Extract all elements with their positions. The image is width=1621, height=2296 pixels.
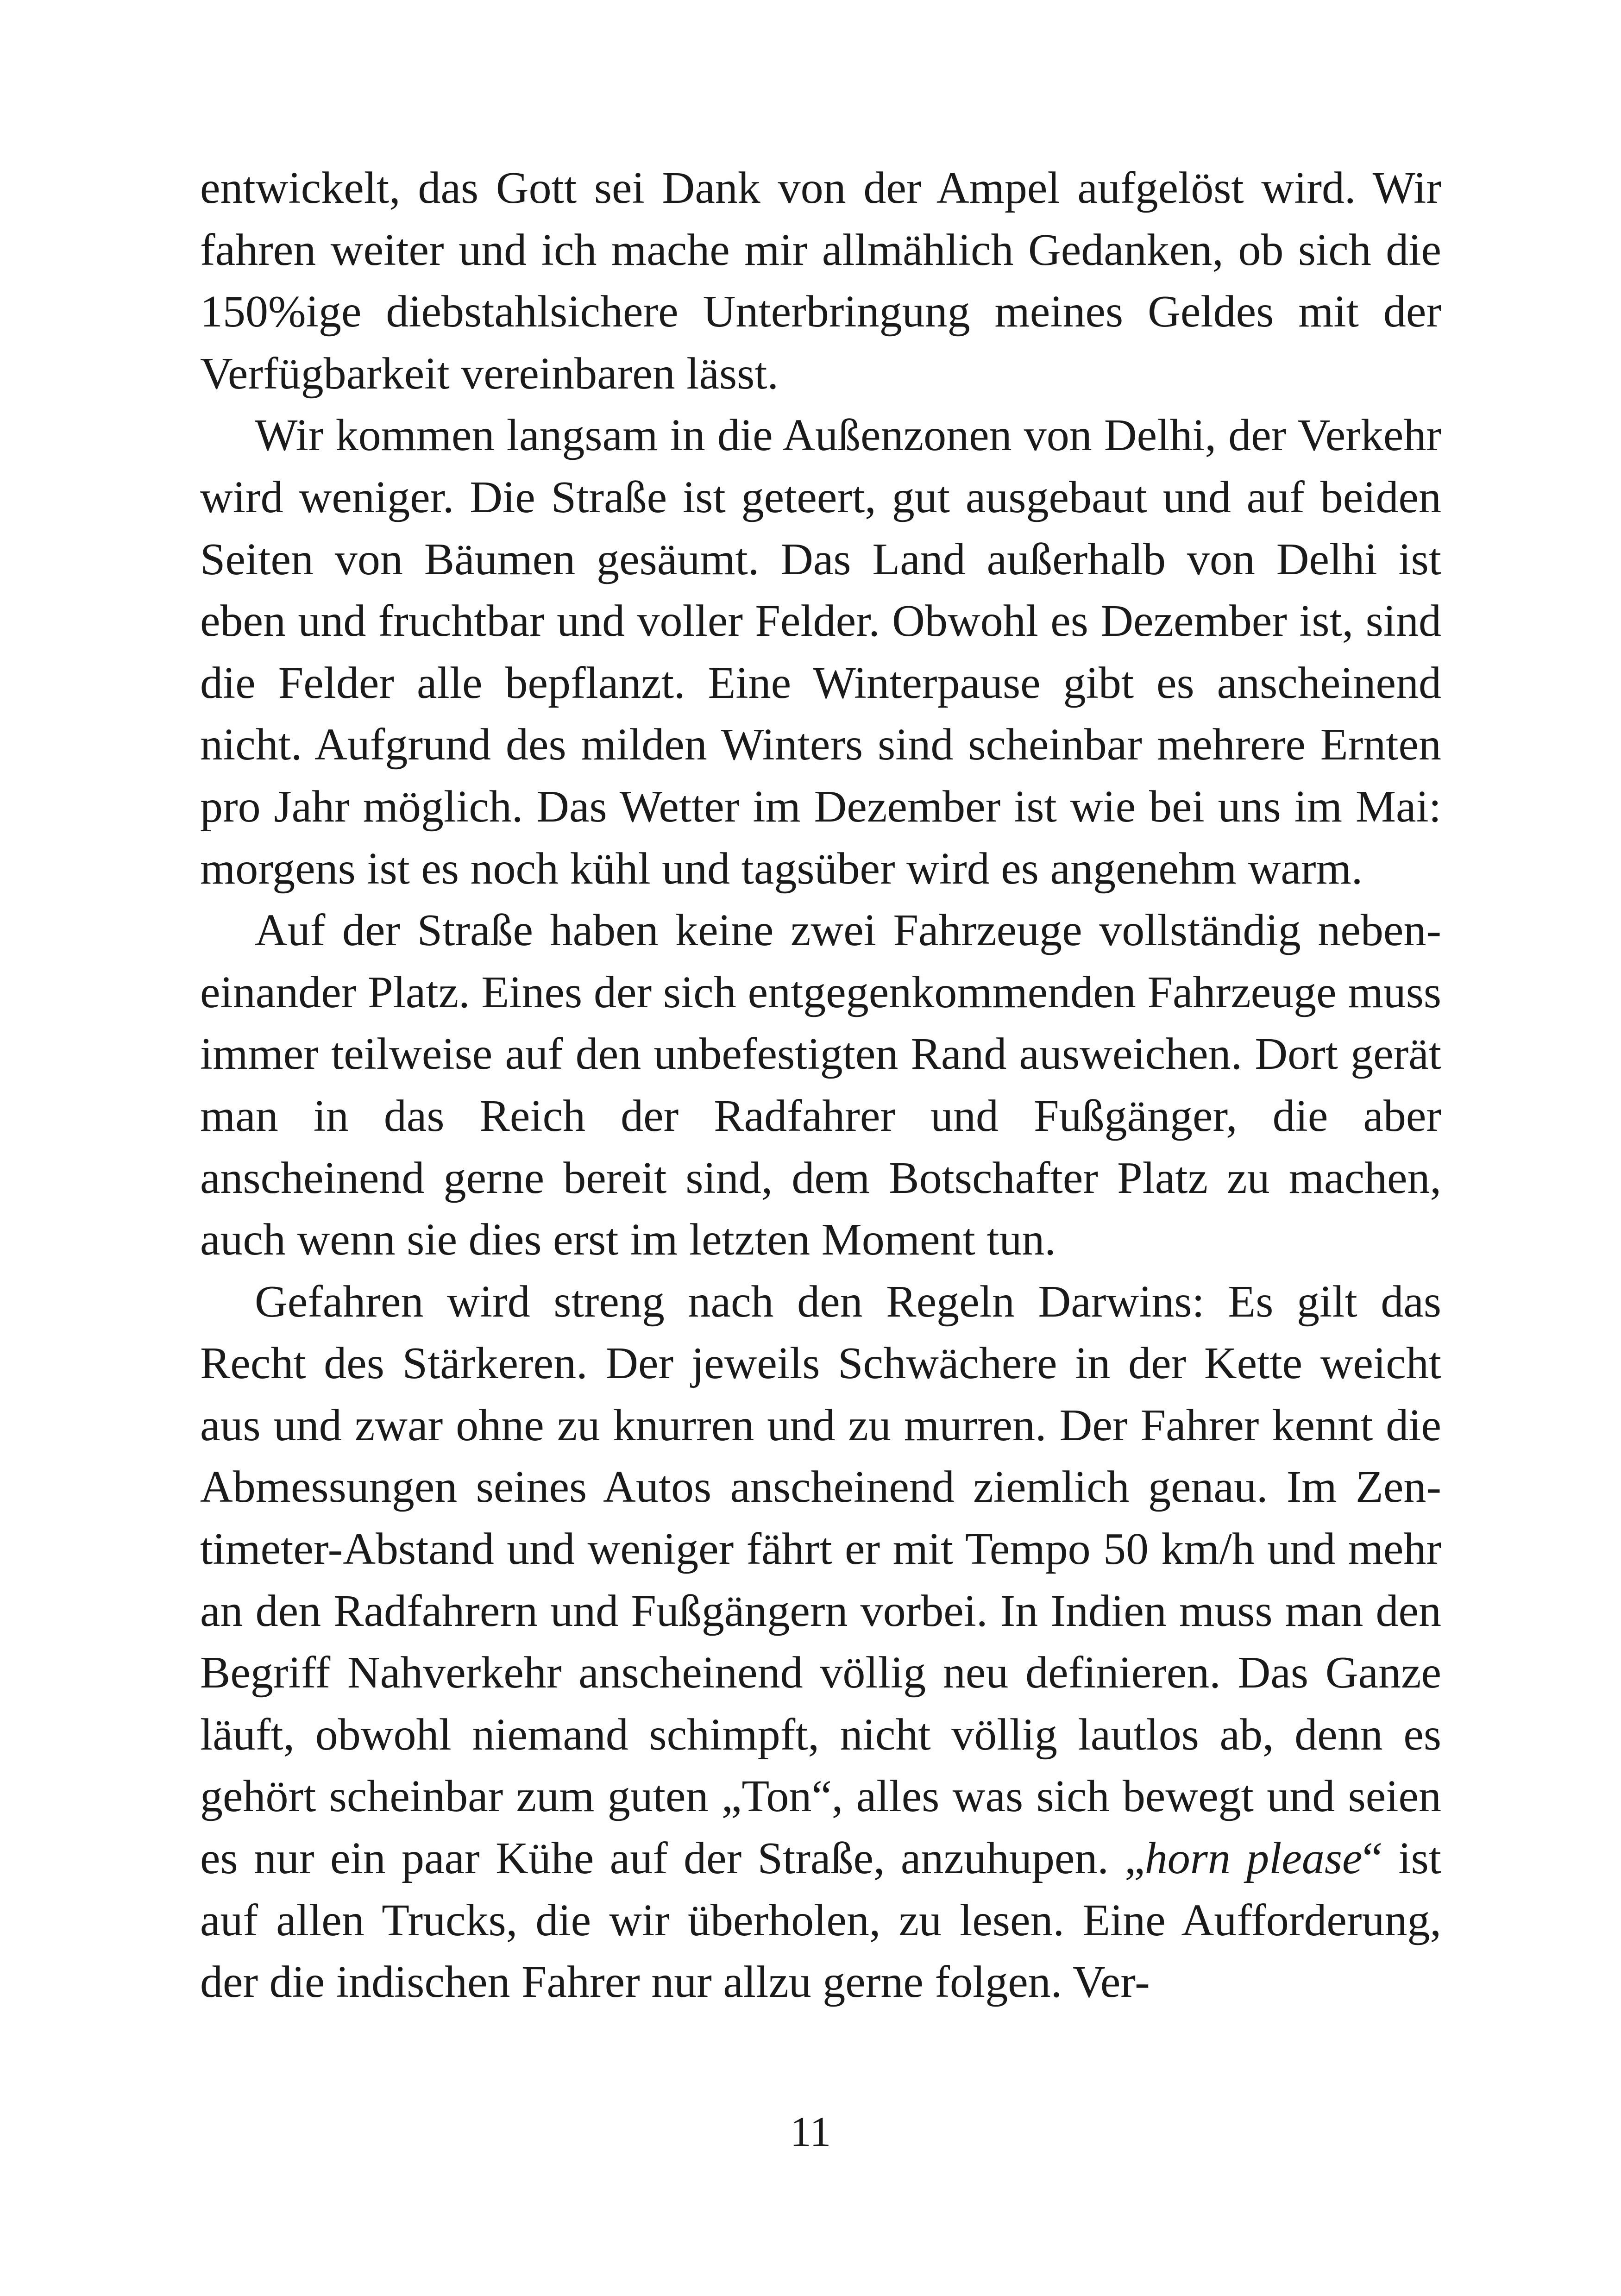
- paragraph-4: [200, 1271, 1441, 2014]
- paragraph-4-text-end: “ ist auf allen Trucks, die wir überholen, zu lesen. Eine Aufforderung, der die indischen Fahrer nur allzu gerne folgen. Ver-: [200, 1833, 1441, 2007]
- paragraph-3: [200, 900, 1441, 1271]
- paragraph-4-italic-quote: horn please: [1144, 1833, 1363, 1884]
- body-text: [200, 157, 1441, 2014]
- paragraph-2: [200, 405, 1441, 900]
- paragraph-1-text: entwickelt, das Gott sei Dank von der Ampel aufgelöst wird. Wir fahren weiter und ich mache mir allmählich Gedanken, ob sich die 150%ige diebstahlsichere Unterbringung meines Geldes mit der Verfügbarkeit vereinbaren lässt.: [200, 163, 1441, 399]
- page-number: 11: [790, 2108, 831, 2155]
- paragraph-3-text: Auf der Straße haben keine zwei Fahrzeuge vollständig nebeneinander Platz. Eines der sich entgegenkommenden Fahrzeuge muss immer teilweise auf den unbefestigten Rand ausweichen. Dort gerät man in das Reich der Radfahrer und Fußgänger, die aber anscheinend gerne bereit sind, dem Botschafter Platz zu machen, auch wenn sie dies erst im letzten Moment tun.: [200, 905, 1441, 1265]
- paragraph-4-text-start: Gefahren wird streng nach den Regeln Darwins: Es gilt das Recht des Stärkeren. Der jeweils Schwächere in der Kette weicht aus und zwar ohne zu knurren und zu murren. Der Fahrer kennt die Abmessungen seines Autos anscheinend ziemlich genau. Im Zentimeter-Abstand und weniger fährt er mit Tempo 50 km/h und mehr an den Radfahrern und Fußgängern vorbei. In Indien muss man den Begriff Nahverkehr anscheinend völlig neu definieren. Das Ganze läuft, obwohl niemand schimpft, nicht völlig lautlos ab, denn es gehört scheinbar zum guten „Ton“, alles was sich bewegt und seien es nur ein paar Kühe auf der Straße, anzuhupen. „: [200, 1276, 1441, 1884]
- paragraph-2-text: Wir kommen langsam in die Außenzonen von Delhi, der Verkehr wird weniger. Die Straße ist geteert, gut ausgebaut und auf beiden Seiten von Bäumen gesäumt. Das Land außerhalb von Delhi ist eben und fruchtbar und voller Felder. Obwohl es Dezember ist, sind die Felder alle bepflanzt. Eine Winterpause gibt es anscheinend nicht. Aufgrund des milden Winters sind scheinbar mehrere Ernten pro Jahr möglich. Das Wetter im Dezember ist wie bei uns im Mai: morgens ist es noch kühl und tagsüber wird es angenehm warm.: [200, 410, 1441, 894]
- paragraph-1: [200, 157, 1441, 405]
